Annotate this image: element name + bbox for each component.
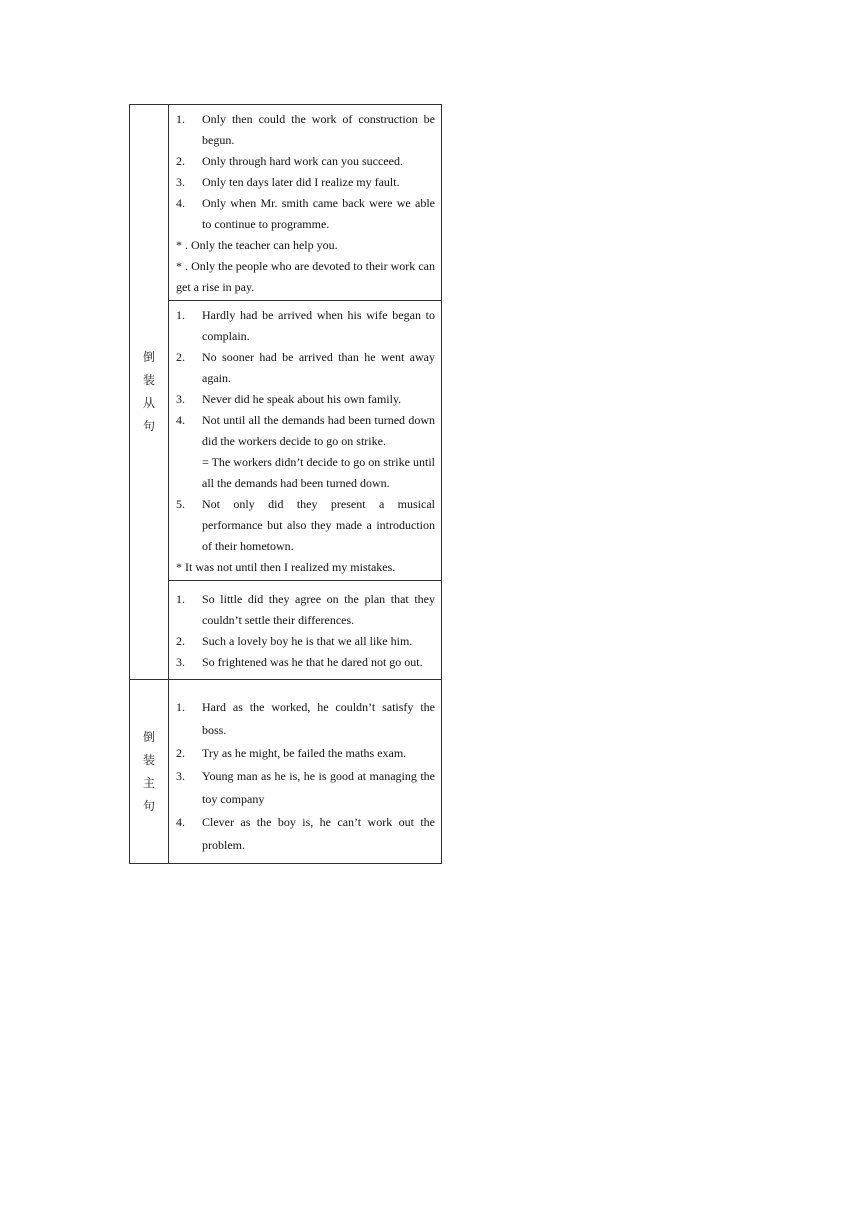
section-negative-examples [169, 301, 442, 581]
label-char: 装 [142, 752, 155, 767]
list-item [176, 193, 435, 235]
item-text: Never did he speak about his own family. [202, 392, 402, 406]
label-subordinate-inversion [130, 105, 169, 680]
item-text: Not until all the demands had been turned down did the workers decide to go on strike. [202, 413, 435, 448]
item-text: So frightened was he that he dared not go out. [202, 655, 423, 669]
item-number: 1. [176, 112, 185, 126]
list-item [176, 631, 435, 652]
example-list [176, 305, 435, 452]
inversion-table [129, 104, 442, 864]
item-number: 2. [176, 350, 185, 364]
item-number: 2. [176, 746, 185, 760]
item-text: Such a lovely boy he is that we all like him. [202, 634, 413, 648]
equivalent-sentence: = The workers didn’t decide to go on strike until all the demands had been turned down. [202, 455, 435, 490]
example-list [176, 494, 435, 557]
list-item [176, 811, 435, 857]
list-item [176, 742, 435, 765]
item-number: 3. [176, 392, 185, 406]
item-number: 3. [176, 769, 185, 783]
list-item [176, 410, 435, 452]
section-as-examples [169, 680, 442, 864]
item-text: No sooner had be arrived than he went away again. [202, 350, 435, 385]
item-number: 1. [176, 592, 185, 606]
list-item [176, 151, 435, 172]
label-char: 句 [142, 419, 155, 433]
item-number: 2. [176, 634, 185, 648]
note-line: * . Only the teacher can help you. [176, 238, 338, 252]
example-list [176, 696, 435, 857]
label-char: 从 [142, 396, 155, 410]
list-item [176, 589, 435, 631]
list-item [176, 696, 435, 742]
item-text: Hardly had be arrived when his wife began to complain. [202, 308, 435, 343]
section-so-such-examples [169, 581, 442, 680]
item-text: Clever as the boy is, he can’t work out the problem. [202, 815, 435, 852]
list-item [176, 765, 435, 811]
item-text: Only when Mr. smith came back were we able to continue to programme. [202, 196, 435, 231]
label-char: 主 [142, 775, 155, 790]
section-only-examples [169, 105, 442, 301]
label-char: 倒 [142, 350, 155, 364]
item-text: Only ten days later did I realize my fault. [202, 175, 400, 189]
label-main-inversion [130, 680, 169, 864]
note-line: * . Only the people who are devoted to their work can get a rise in pay. [176, 259, 435, 294]
item-number: 2. [176, 154, 185, 168]
list-item [176, 172, 435, 193]
list-item [176, 652, 435, 673]
item-text: Not only did they present a musical performance but also they made a introduction of their hometown. [202, 497, 435, 553]
list-item [176, 305, 435, 347]
item-number: 3. [176, 655, 185, 669]
list-item [176, 389, 435, 410]
item-number: 5. [176, 497, 185, 511]
example-list [176, 109, 435, 235]
item-text: Only then could the work of construction be begun. [202, 112, 435, 147]
example-list [176, 589, 435, 673]
item-text: Only through hard work can you succeed. [202, 154, 403, 168]
item-number: 1. [176, 700, 185, 714]
label-char: 句 [142, 798, 155, 813]
list-item [176, 109, 435, 151]
item-number: 4. [176, 815, 185, 829]
item-text: So little did they agree on the plan that they couldn’t settle their differences. [202, 592, 435, 627]
note-line: * It was not until then I realized my mistakes. [176, 560, 396, 574]
list-item [176, 494, 435, 557]
item-text: Try as he might, be failed the maths exam. [202, 746, 407, 760]
item-number: 4. [176, 196, 185, 210]
item-text: Young man as he is, he is good at managing the toy company [202, 769, 435, 806]
item-number: 1. [176, 308, 185, 322]
list-item [176, 347, 435, 389]
item-text: Hard as the worked, he couldn’t satisfy the boss. [202, 700, 435, 737]
item-number: 3. [176, 175, 185, 189]
item-number: 4. [176, 413, 185, 427]
label-char: 装 [142, 373, 155, 387]
label-char: 倒 [142, 729, 155, 744]
